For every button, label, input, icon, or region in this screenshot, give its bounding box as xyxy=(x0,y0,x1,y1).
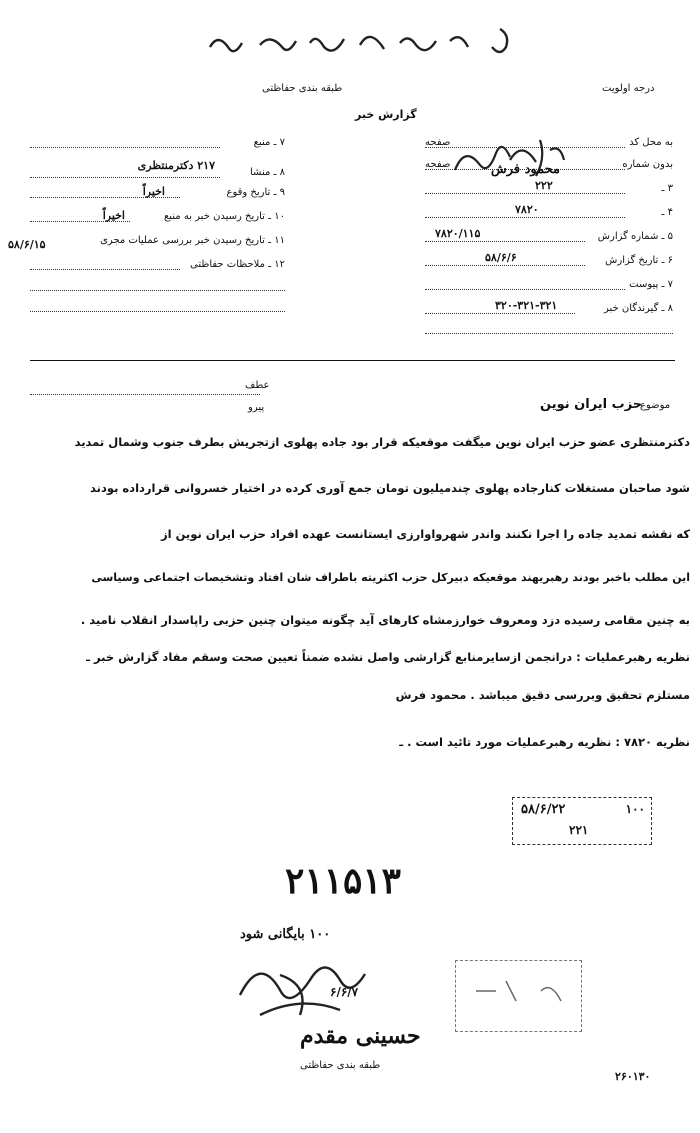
top-handwriting xyxy=(200,15,540,65)
signature-block xyxy=(220,925,480,1065)
analysis-line: نظریه رهبرعملیات : درانجمن ازسایرمنابع گزارشی واصل نشده ضمناً تعیین صحت وسقم مفاد گزارش خبر ـ xyxy=(86,650,690,664)
body-line: به چنین مقامی رسیده دزد ومعروف خوارزمشاه کارهای آید چگونه میتوان چنین حزبی راپاسدار انقلاب نامید . xyxy=(80,613,690,627)
atf-label: عطف xyxy=(245,380,270,391)
stamp-date: ۵۸/۶/۲۲ xyxy=(521,802,566,817)
body-line: شود صاحبان مستغلات کنارجاده پهلوی چندمیلیون تومان جمع آوری کرده در اختیار خسروانی قرارداده بودند xyxy=(90,481,690,495)
subject-value: حزب ایران نوین xyxy=(540,397,643,412)
faint-stamp xyxy=(455,960,582,1032)
signature-top-text: محمود فرش xyxy=(490,162,560,177)
signature-top-graphic xyxy=(440,130,570,190)
separator xyxy=(30,360,675,361)
left-fields: ۷ ـ منبع ۸ ـ منشا ۲۱۷ دکترمنتظری ۹ ـ تاریخ وقوع اخیراً ۱۰ ـ تاریخ رسیدن خبر به منبع اخیراً ۱۱ ـ تاریخ رسیدن خبر بررسی عملیات مجری ۱۲ ـ ملاحظات حفاظتی xyxy=(30,135,285,335)
source-label: طبقه بندی حفاظتی xyxy=(262,83,343,94)
date-stamp xyxy=(512,797,652,845)
analysis-line: مستلزم تحقیق وبررسی دقیق میباشد . محمود فرش xyxy=(395,688,690,702)
stamp-code: ۲۲۱ xyxy=(569,823,589,837)
faint-stamp-marks xyxy=(456,961,581,1031)
body-line: این مطلب باخبر بودند رهبریهند موقعیکه دبیرکل حزب اکثریته باطراف شان افتاد وتشخیصات اجتماعی وسیاسی xyxy=(91,571,690,584)
analysis-line: نظریه ۷۸۲۰ : نظریه رهبرعملیات مورد تائید است . ـ xyxy=(399,735,690,749)
body-line: که نقشه تمدید جاده را اجرا نکنند واندر شهرواوارزی ایستانست عهده افراد حزب ایران نوین از xyxy=(161,527,690,541)
signature-note: ۱۰۰ بایگانی شود xyxy=(240,927,331,942)
classification-label: درجه اولویت xyxy=(602,83,655,94)
atf-line xyxy=(30,394,260,395)
signature-date: ۶/۶/۷ xyxy=(330,985,359,999)
top-scribble-graphic xyxy=(200,15,540,65)
stamp-number: ۱۰۰ xyxy=(625,802,645,816)
form-code: ۲۶۰۱۳۰ xyxy=(615,1070,651,1083)
left-field-11-value: ۵۸/۶/۱۵ xyxy=(8,238,46,251)
right-fields: به محل کد صفحه بدون شماره صفحه ۳ ـ ۲۲۲ ۴ ـ ۷۸۲۰ ۵ ـ شماره گزارش ۷۸۲۰/۱۱۵ ۶ ـ تاریخ گزارش ۵۸/۶/۶ ۷ ـ پیوست ۸ ـ گیرندگان خبر ۳۲۰-۳۲۱-۳۲۱ xyxy=(425,135,673,335)
signature-top xyxy=(440,130,570,190)
subject-label: موضوع xyxy=(640,400,671,411)
signature-name: حسینی مقدم xyxy=(300,1023,421,1049)
body-line: دکترمنتظری عضو حزب ایران نوین میگفت موقعیکه قرار بود جاده پهلوی ازتجریش بطرف جنوب وشمال تمدید xyxy=(74,435,690,449)
report-title: گزارش خبر xyxy=(355,108,417,121)
peyro-label: پیرو xyxy=(248,402,265,413)
signature-caption: طبقه بندی حفاظتی xyxy=(300,1060,381,1071)
file-number: ۲۱۱۵۱۳ xyxy=(285,860,402,902)
